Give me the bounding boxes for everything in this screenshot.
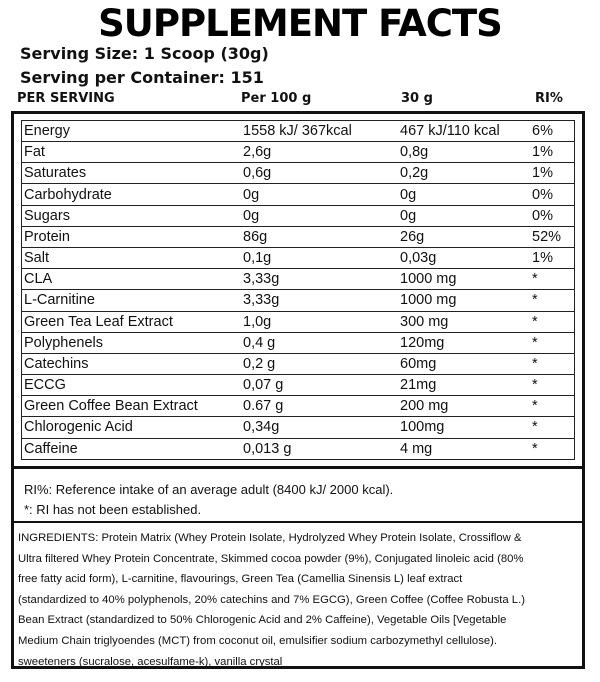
nutrient-name: Salt bbox=[24, 250, 49, 267]
nutrient-name: Saturates bbox=[24, 165, 87, 182]
ri-value: 0% bbox=[532, 207, 553, 224]
nutrient-name: CLA bbox=[24, 271, 53, 288]
ri-value: * bbox=[532, 271, 538, 288]
per-30g-value: 200 mg bbox=[400, 398, 449, 415]
ingredients-line: Ultra filtered Whey Protein Concentrate, Skimmed cocoa powder (9%), Conjugated linoleic acid (80% bbox=[18, 552, 524, 565]
ri-value: * bbox=[532, 377, 538, 394]
ri-value: * bbox=[532, 419, 538, 436]
per-30g-value: 300 mg bbox=[400, 313, 449, 330]
ri-value: * bbox=[532, 355, 538, 372]
nutrient-name: Protein bbox=[24, 228, 70, 245]
per-100g-value: 3,33g bbox=[243, 292, 280, 309]
ingredients-line: sweeteners (sucralose, acesulfame-k), vanilla crystal bbox=[18, 655, 283, 668]
table-row bbox=[22, 227, 574, 248]
ri-value: 0% bbox=[532, 186, 553, 203]
ri-value: 1% bbox=[532, 250, 553, 267]
per-30g-value: 26g bbox=[400, 228, 425, 245]
per-30g-value: 0,8g bbox=[400, 144, 429, 161]
ri-not-established-note: *: RI has not been established. bbox=[24, 502, 202, 517]
table-row bbox=[22, 312, 574, 333]
section-divider bbox=[11, 466, 585, 469]
nutrient-name: ECCG bbox=[24, 377, 66, 394]
table-row bbox=[22, 375, 574, 396]
per-100g-value: 1,0g bbox=[243, 313, 272, 330]
per-100g-value: 0g bbox=[243, 186, 260, 203]
ri-value: 6% bbox=[532, 123, 553, 139]
per-30g-value: 0,2g bbox=[400, 165, 429, 182]
ingredients-line: free fatty acid form), L-carnitine, flavourings, Green Tea (Camellia Sinensis L) leaf extract bbox=[18, 573, 463, 586]
ingredients-line: INGREDIENTS: Protein Matrix (Whey Protein Isolate, Hydrolyzed Whey Protein Isolate, Crossiflow & bbox=[18, 532, 522, 544]
nutrient-name: Energy bbox=[24, 123, 70, 139]
per-100g-value: 1558 kJ/ 367kcal bbox=[243, 123, 352, 139]
per-100g-value: 3,33g bbox=[243, 271, 280, 288]
per-30g-value: 120mg bbox=[400, 334, 445, 351]
nutrient-name: Polyphenels bbox=[24, 334, 103, 351]
ri-definition-note: RI%: Reference intake of an average adult (8400 kJ/ 2000 kcal). bbox=[24, 482, 394, 497]
table-row bbox=[22, 396, 574, 417]
per-100g-value: 0,013 g bbox=[243, 440, 292, 457]
table-row bbox=[22, 269, 574, 290]
per-30g-value: 1000 mg bbox=[400, 271, 457, 288]
per-100g-value: 2,6g bbox=[243, 144, 272, 161]
per-100g-value: 0,2 g bbox=[243, 355, 276, 372]
nutrient-name: Fat bbox=[24, 144, 45, 161]
nutrient-name: Catechins bbox=[24, 355, 89, 372]
nutrient-name: Sugars bbox=[24, 207, 70, 224]
table-row bbox=[22, 333, 574, 354]
per-100g-value: 0.67 g bbox=[243, 398, 284, 415]
per-30g-value: 0g bbox=[400, 207, 417, 224]
column-header-ri: RI% bbox=[535, 91, 563, 106]
table-row bbox=[22, 417, 574, 438]
per-100g-value: 0,6g bbox=[243, 165, 272, 182]
table-row bbox=[22, 439, 574, 460]
ingredients-line: Medium Chain triglyoendes (MCT) from coconut oil, emulsifier sodium carbozymethyl cellulose). bbox=[18, 634, 498, 647]
nutrient-name: Chlorogenic Acid bbox=[24, 419, 133, 436]
per-100g-value: 86g bbox=[243, 228, 268, 245]
ingredients-line: (standardized to 40% polyphenols, 20% catechins and 7% EGCG), Green Coffee (Coffee Robusta L.) bbox=[18, 593, 525, 606]
per-100g-value: 0,07 g bbox=[243, 377, 284, 394]
table-row bbox=[22, 142, 574, 163]
nutrient-name: Green Coffee Bean Extract bbox=[24, 398, 198, 415]
nutrient-name: L-Carnitine bbox=[24, 292, 95, 309]
table-row bbox=[22, 206, 574, 227]
column-header-per-serving: PER SERVING bbox=[17, 91, 115, 106]
per-30g-value: 0,03g bbox=[400, 250, 437, 267]
per-100g-value: 0,34g bbox=[243, 419, 280, 436]
per-30g-value: 1000 mg bbox=[400, 292, 457, 309]
table-row bbox=[22, 185, 574, 206]
ri-value: * bbox=[532, 313, 538, 330]
table-row bbox=[22, 248, 574, 269]
nutrient-name: Green Tea Leaf Extract bbox=[24, 313, 173, 330]
table-row bbox=[22, 121, 574, 142]
per-100g-value: 0,4 g bbox=[243, 334, 276, 351]
ingredients-line: Bean Extract (standardized to 50% Chlorogenic Acid and 2% Caffeine), Vegetable Oils [Vegetable bbox=[18, 614, 507, 627]
servings-per-container: Serving per Container: 151 bbox=[20, 68, 264, 87]
ri-value: * bbox=[532, 398, 538, 415]
nutrient-name: Carbohydrate bbox=[24, 186, 112, 203]
ri-value: * bbox=[532, 292, 538, 309]
column-header-per-30g: 30 g bbox=[401, 91, 433, 106]
serving-size: Serving Size: 1 Scoop (30g) bbox=[20, 44, 269, 63]
section-divider bbox=[11, 521, 585, 523]
table-row bbox=[22, 163, 574, 184]
label-title: SUPPLEMENT FACTS bbox=[98, 2, 502, 45]
ri-value: 1% bbox=[532, 165, 553, 182]
ri-value: * bbox=[532, 440, 538, 457]
ri-value: 52% bbox=[532, 228, 562, 245]
per-100g-value: 0,1g bbox=[243, 250, 272, 267]
per-30g-value: 4 mg bbox=[400, 440, 433, 457]
ri-value: * bbox=[532, 334, 538, 351]
per-30g-value: 467 kJ/110 kcal bbox=[400, 123, 500, 139]
per-30g-value: 100mg bbox=[400, 419, 445, 436]
per-30g-value: 0g bbox=[400, 186, 417, 203]
per-100g-value: 0g bbox=[243, 207, 260, 224]
table-row bbox=[22, 290, 574, 311]
ingredients-text bbox=[18, 528, 584, 672]
column-header-per-100g: Per 100 g bbox=[241, 91, 312, 106]
ri-value: 1% bbox=[532, 144, 553, 161]
per-30g-value: 60mg bbox=[400, 355, 437, 372]
per-30g-value: 21mg bbox=[400, 377, 437, 394]
nutrition-table bbox=[21, 120, 575, 460]
nutrient-name: Caffeine bbox=[24, 440, 78, 457]
table-row bbox=[22, 354, 574, 375]
